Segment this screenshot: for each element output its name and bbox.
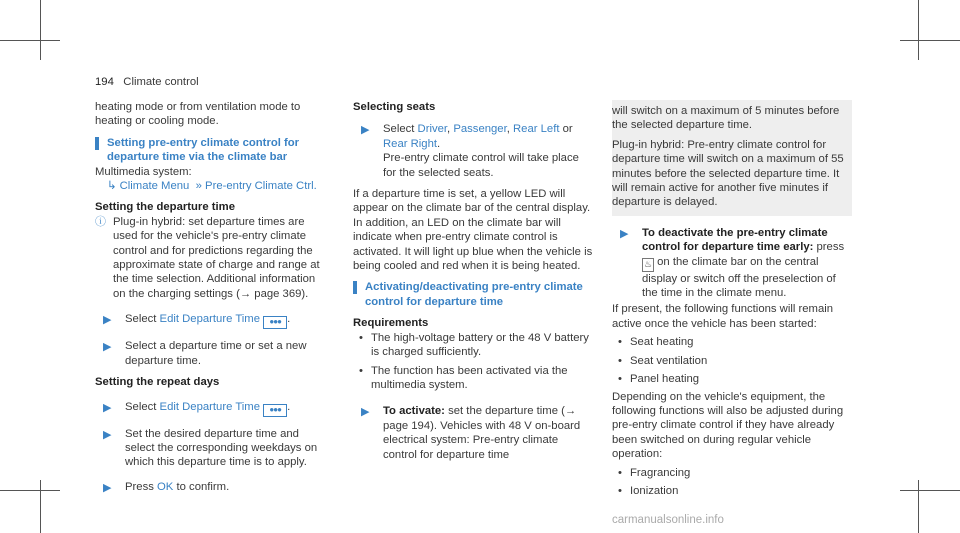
section-title: Activating/deactivating pre-entry climate control for departure time [365,281,583,308]
step-text: Select [125,400,160,413]
step-text: will switch on a maximum of 5 minutes before the selected departure time. [612,105,840,132]
page-header [95,76,199,88]
nav-climate-menu[interactable]: Climate Menu [119,180,190,193]
column-2 [353,100,593,462]
step-text: on the climate bar on the central display or switch off the preselection of the time in the climate menu. [642,255,836,300]
bullet [353,364,593,393]
bullet-icon: • [618,354,622,367]
crop-mark [40,480,41,533]
nav-path [95,179,327,193]
crop-mark [900,490,960,491]
step-continued [612,100,852,216]
step: ▶ Select Driver, Passenger, Rear Left or Rear Right. Pre-entry climate control will take place for the selected seats. [361,123,579,179]
nav-arrow-icon: ↳ [107,180,117,193]
more-dots-icon[interactable]: ●●● [263,404,287,417]
step-text: Select a departure time or set a new departure time. [125,340,307,367]
bullet-icon: • [618,466,622,479]
step: ▶ Select Edit Departure Time ●●● . [95,312,327,329]
note [95,215,327,301]
double-chevron-icon: » [195,180,202,193]
bullet-text: The function has been activated via the multimedia system. [371,364,568,391]
step-text: Set the desired departure time and select the corresponding weekdays on which this departure time is to apply. [125,427,318,469]
step-arrow-icon: ▶ [103,341,112,354]
bullet [612,354,852,368]
seat-passenger-link[interactable]: Passenger [453,123,507,136]
bullet [353,331,593,360]
step-arrow-icon: ▶ [361,124,370,137]
column-3 [612,100,852,498]
step-text: set the departure time (→ page 194). Vehicles with 48 V on-board electrical system: Pre-entry climate control for departure time [383,405,581,461]
info-icon: ⓘ [95,215,106,228]
crop-mark [0,40,60,41]
heading-repeat: Setting the repeat days [95,376,220,389]
step-text: or [559,123,573,136]
chapter-title: Climate control [123,76,199,88]
step-text: Pre-entry climate control will take place for the selected seats. [383,152,579,179]
heading-departure: Setting the departure time [95,201,235,214]
step-arrow-icon: ▶ [103,401,112,414]
led-paragraph: If a departure time is set, a yellow LED will appear on the climate bar of the central display. In addition, an LED on the climate bar will indicate when pre-entry climate control is activated. It will light up blue when the vehicle is being cooled and red when it is being heated. [353,188,593,273]
step-text: Plug-in hybrid: Pre-entry climate control for departure time will switch on a maximum of 55 minutes before the selected departure time. It will remain active for another five minutes if departure is delayed. [612,138,844,209]
nav-preentry[interactable]: Pre-entry Climate Ctrl. [205,180,317,193]
intro-text: heating mode or from ventilation mode to heating or cooling mode. [95,101,301,128]
step-arrow-icon: ▶ [103,428,112,441]
step-text: press [813,241,845,254]
page-number: 194 [95,76,114,88]
note-text: Plug-in hybrid: set departure times are used for the vehicle's pre-entry climate control and for predictions regarding the approximate state of charge and range at the time selection. Additional information on the charging settings (→ page 369). [113,215,320,300]
step [95,339,327,368]
step [612,226,852,301]
bullet-icon: • [618,484,622,497]
bullet-icon: • [359,331,363,344]
crop-mark [0,490,60,491]
crop-mark [900,40,960,41]
multimedia-label: Multimedia system: [95,165,192,178]
step [353,404,593,462]
section-heading [353,280,593,309]
column-1 [95,100,327,494]
heading-seats: Selecting seats [353,101,436,113]
section-title: Setting pre-entry climate control for departure time via the climate bar [107,136,300,164]
bullet [612,335,852,349]
edit-departure-link[interactable]: Edit Departure Time [159,400,261,413]
seat-rear-left-link[interactable]: Rear Left [513,123,560,136]
bullet-icon: • [618,336,622,349]
bullet-text: Seat ventilation [630,354,708,367]
present-paragraph: If present, the following functions will remain active once the vehicle has been started: [612,303,834,330]
step-text: Press [125,480,158,493]
bullet-text: The high-voltage battery or the 48 V battery is charged sufficiently. [371,331,589,359]
edit-departure-link[interactable]: Edit Departure Time [159,313,261,326]
seat-rear-right-link[interactable]: Rear Right [383,137,437,150]
watermark: carmanualsonline.info [612,514,724,526]
crop-mark [40,0,41,60]
seat-climate-icon[interactable]: ♨ [642,258,654,272]
step-text: Select [383,123,418,136]
bullet [612,466,852,480]
step-text: Select [125,313,160,326]
ok-link[interactable]: OK [157,480,174,493]
bullet-icon: • [618,373,622,386]
crop-mark [918,480,919,533]
bullet-text: Seat heating [630,336,694,349]
step [95,480,327,494]
bullet-icon: • [359,364,363,377]
bullet-text: Ionization [630,484,679,497]
step: ▶ Select Edit Departure Time ●●● . [95,400,327,417]
step-arrow-icon: ▶ [103,481,112,494]
seat-driver-link[interactable]: Driver [417,123,448,136]
bullet [612,484,852,498]
step-arrow-icon: ▶ [620,227,629,240]
requirements-heading: Requirements [353,317,429,330]
step-arrow-icon: ▶ [103,314,112,327]
bullet-text: Fragrancing [630,466,691,479]
equipment-paragraph: Depending on the vehicle's equipment, the following functions will also be adjusted during pre-entry climate control if they have already been switched on during regular vehicle operation: [612,390,844,461]
bullet-text: Panel heating [630,373,700,386]
deactivate-label: To deactivate the pre-entry climate control for departure time early: [642,226,828,254]
bullet-list [612,335,852,386]
crop-mark [918,0,919,60]
bullet [612,372,852,386]
more-dots-icon[interactable]: ●●● [263,316,287,329]
activate-label: To activate: [383,405,445,418]
bullet-list [612,466,852,499]
step-arrow-icon: ▶ [361,406,370,419]
section-heading [95,136,327,165]
step [95,427,327,470]
step-text: to confirm. [173,480,230,493]
